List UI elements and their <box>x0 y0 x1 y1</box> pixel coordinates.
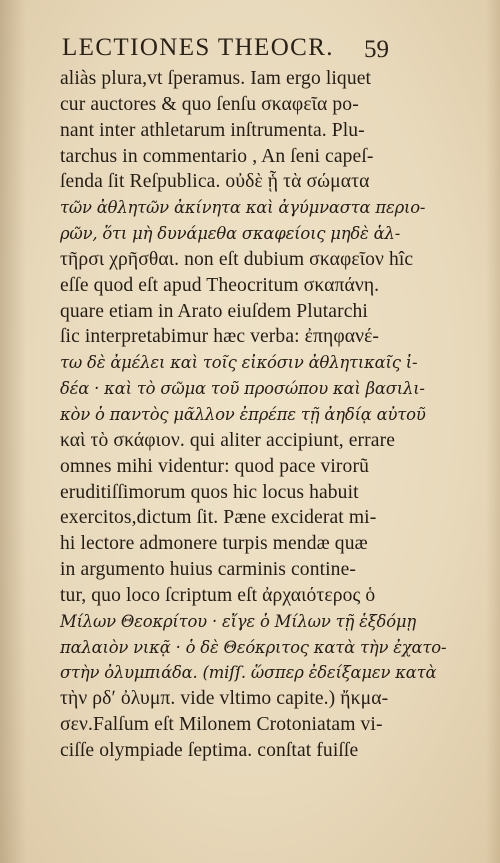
text-line: quare etiam in Arato eiuſdem Plutarchi <box>60 300 368 322</box>
text-line: καὶ τὸ σκάφιον. qui aliter accipiunt, errare <box>60 429 396 451</box>
running-title: LECTIONES THEOCR. <box>62 34 334 61</box>
greek-text-line: τῶν ἀθλητῶν ἀκίνητα καὶ ἀγύμναστα περιο- <box>60 198 426 218</box>
page-edge-shadow <box>486 0 500 863</box>
text-line: τὴν ρδʹ ὀλυμπ. vide vltimo capite.) ἤκμα- <box>60 688 389 710</box>
greek-text-line: κὸν ὁ παντὸς μᾶλλον ἐπρέπε τῇ ἀηδίᾳ αὐτοῦ <box>60 404 426 424</box>
text-line: tur, quo loco ſcriptum eſt ἀρχαιότερος ὁ <box>60 584 376 606</box>
text-line: omnes mihi videntur: quod pace virorũ <box>60 455 369 477</box>
text-line: ſic interpretabimur hæc verba: ἐπηφανέ- <box>60 326 380 348</box>
text-line: hi lectore admonere turpis mendæ quæ <box>60 533 368 555</box>
text-line: σεν.Falſum eſt Milonem Crotoniatam vi- <box>60 714 383 736</box>
greek-text-line: τω δὲ ἀμέλει καὶ τοῖς εἰκόσιν ἀθλητικαῖς ἰ- <box>60 353 418 373</box>
text-line: cur auctores & quo ſenſu σκαφεῖα po- <box>60 93 359 115</box>
text-line: ciſſe olympiade ſeptima. conſtat fuiſſe <box>60 739 359 761</box>
text-line: eſſe quod eſt apud Theocritum σκαπάνη. <box>60 274 380 296</box>
text-line: eruditiſſimorum quos hic locus habuit <box>60 481 359 503</box>
greek-text-line: παλαιὸν νικᾷ · ὁ δὲ Θεόκριτος κατὰ τὴν ἐχατο- <box>60 637 447 657</box>
text-line: tarchus in commentario , An ſeni capeſ- <box>60 145 374 167</box>
greek-text-line: Μίλων Θεοκρίτου · εἴγε ὁ Μίλων τῇ ἑξδόμῃ <box>60 611 416 631</box>
text-line: ſenda ſit Reſpublica. οὐδὲ ᾗ τὰ σώματα <box>60 171 370 193</box>
text-line: exercitos,dictum ſit. Pæne exciderat mi- <box>60 507 377 529</box>
gutter-shadow <box>0 0 26 863</box>
text-line: aliàs plura,vt ſperamus. Iam ergo liquet <box>60 68 372 89</box>
body-text <box>60 66 447 764</box>
greek-text-line: στὴν ὀλυμπιάδα. (miſſ. ὥσπερ ἐδείξαμεν κατὰ <box>60 663 437 683</box>
text-line: τῆρσι χρῆσθαι. non eſt dubium σκαφεῖον hîc <box>60 248 414 270</box>
text-line: in argumento huius carminis contine- <box>60 559 356 581</box>
greek-text-line: ρῶν, ὅτι μὴ δυνάμεθα σκαφείοις μηδὲ ἁλ- <box>60 224 401 244</box>
greek-text-line: δέα · καὶ τὸ σῶμα τοῦ προσώπου καὶ βασιλι- <box>60 379 425 399</box>
page-number: 59 <box>364 36 389 63</box>
text-line: nant inter athletarum inſtrumenta. Plu- <box>60 119 365 141</box>
